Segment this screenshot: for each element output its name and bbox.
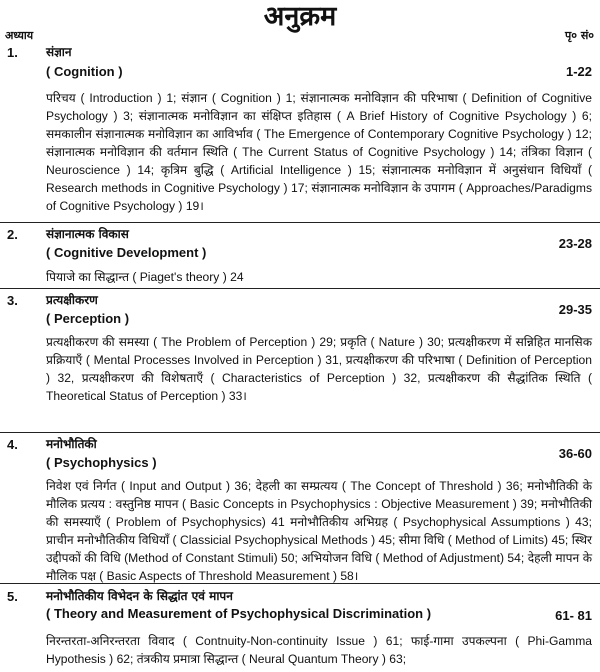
divider	[0, 288, 600, 289]
chapter-title-hindi: प्रत्यक्षीकरण	[46, 293, 98, 307]
chapter-page-range: 1-22	[565, 64, 592, 79]
chapter-contents: निवेश एवं निर्गत ( Input and Output ) 36; देहली का सम्प्रत्यय ( The Concept of Threshold ) 36; मनोभौतिकी के मौलिक प्रत्यय : वस्तुनिष्ठ मापन ( Basic Concepts in Psychophysics : Objective Measurement ) 39; मनोभौतिकी की समस्याएँ ( Problem of Psychophysics) 41 मनोभौतिकीय अभिग्रह ( Psychophysical Assumptions ) 43; प्राचीन मनोभौतिकीय विधियाँ ( Classicial Psychophysical Methods ) 45; सीमा विधि ( Method of Limits) 45; स्थिर उद्दीपकों की विधि (Method of Constant Stimuli) 50; अभियोजन विधि ( Method of Adjustment) 54; देहली मापन के मौलिक पक्ष ( Basic Aspects of Threshold Measurement ) 58।	[46, 479, 592, 583]
chapter-title-hindi: मनोभौतिकीय विभेदन के सिद्धांत एवं मापन	[46, 589, 233, 603]
chapter-page-range: 23-28	[558, 236, 592, 251]
chapter-page-range: 29-35	[558, 302, 592, 317]
column-header-page: पृ० सं०	[565, 29, 594, 42]
chapter-number: 2.	[7, 227, 18, 242]
chapter-title-english: ( Theory and Measurement of Psychophysical Discrimination )	[46, 606, 432, 621]
chapter-contents: परिचय ( Introduction ) 1; संज्ञान ( Cognition ) 1; संज्ञानात्मक मनोविज्ञान की परिभाषा ( Definition of Cognitive Psychology ) 3; संज्ञानात्मक मनोविज्ञान का संक्षिप्त इतिहास ( A Brief History of Cognitive Psychology ) 6; समकालीन संज्ञानात्मक मनोविज्ञान का आविर्भाव ( The Emergence of Contemporary Cognitive Psychology ) 12; संज्ञानात्मक मनोविज्ञान की वर्तमान स्थिति ( The Current Status of Cognitive Psychology ) 14; तंत्रिका विज्ञान ( Neuroscience ) 14; कृत्रिम बुद्धि ( Artificial Intelligence ) 15; संज्ञानात्मक मनोविज्ञान में अनुसंधान विधियाँ ( Research methods in Cognitive Psychology ) 17; संज्ञानात्मक मनोविज्ञान के उपागम ( Approaches/Paradigms of Cognitive Psychology ) 19।	[46, 91, 592, 213]
chapter-title-english: ( Cognition )	[46, 64, 123, 79]
chapter-page-range: 36-60	[558, 446, 592, 461]
chapter-number: 5.	[7, 589, 18, 604]
page-title: अनुक्रम	[263, 1, 337, 32]
chapter-number: 1.	[7, 45, 18, 60]
chapter-title-english: ( Perception )	[46, 311, 130, 326]
chapter-contents: प्रत्यक्षीकरण की समस्या ( The Problem of Perception ) 29; प्रकृति ( Nature ) 30; प्रत्यक्षीकरण में सन्निहित मानसिक प्रक्रियाएँ ( Mental Processes Involved in Perception ) 31, प्रत्यक्षीकरण की परिभाषा ( Definition of Perception ) 32, प्रत्यक्षीकरण की विशेषताएँ ( Characteristics of Perception ) 32, प्रत्यक्षीकरण की सैद्धांतिक स्थिति ( Theoretical Status of Perception ) 33।	[46, 335, 592, 403]
chapter-title-hindi: संज्ञान	[46, 45, 72, 59]
chapter-title-hindi: संज्ञानात्मक विकास	[46, 227, 129, 241]
chapter-page-range: 61- 81	[555, 608, 592, 623]
chapter-title-hindi: मनोभौतिकी	[46, 437, 97, 451]
divider	[0, 222, 600, 223]
chapter-title-english: ( Psychophysics )	[46, 455, 157, 470]
divider	[0, 583, 600, 584]
chapter-contents: पियाजे का सिद्धान्त ( Piaget's theory ) 24	[46, 270, 244, 284]
chapter-number: 3.	[7, 293, 18, 308]
chapter-contents: निरन्तरता-अनिरन्तरता विवाद ( Contnuity-Non-continuity Issue ) 61; फाई-गामा उपकल्पना ( Phi-Gamma Hypothesis ) 62; तंत्रकीय प्रमात्रा सिद्धान्त ( Neural Quantum Theory ) 63;	[46, 634, 592, 666]
divider	[0, 432, 600, 433]
chapter-number: 4.	[7, 437, 18, 452]
chapter-title-english: ( Cognitive Development )	[46, 245, 207, 260]
column-header-chapter: अध्याय	[5, 29, 34, 42]
